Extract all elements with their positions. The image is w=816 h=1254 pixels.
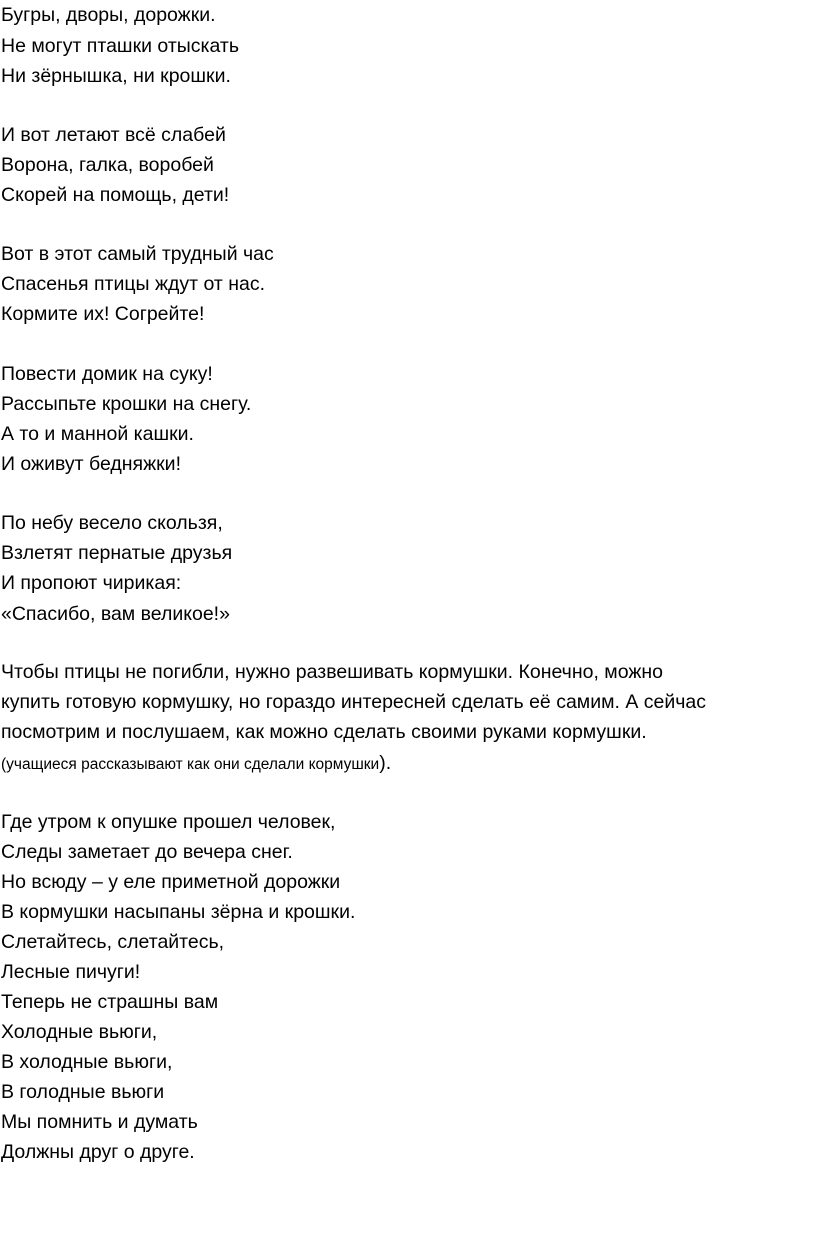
poem-line: Теперь не страшны вам xyxy=(1,991,219,1013)
poem-line: Спасенья птицы ждут от нас. xyxy=(1,273,266,295)
poem-line: Вот в этот самый трудный час xyxy=(1,243,274,265)
poem-line: Рассыпьте крошки на снегу. xyxy=(1,393,252,415)
poem-line: Но всюду – у еле приметной дорожки xyxy=(1,871,341,893)
poem-line: По небу весело скользя, xyxy=(1,512,223,534)
poem-line: Бугры, дворы, дорожки. xyxy=(1,4,216,26)
poem-line: Не могут пташки отыскать xyxy=(1,35,239,57)
poem-line: В голодные вьюги xyxy=(1,1081,165,1103)
poem-line: В холодные вьюги, xyxy=(1,1051,173,1073)
poem-line: Должны друг о друге. xyxy=(1,1141,195,1163)
poem-line: А то и манной кашки. xyxy=(1,423,194,445)
prose-line: купить готовую кормушку, но гораздо интересней сделать её самим. А сейчас xyxy=(1,691,706,713)
poem-line: В кормушки насыпаны зёрна и крошки. xyxy=(1,901,356,923)
prose-note xyxy=(1,750,391,778)
poem-line: Повести домик на суку! xyxy=(1,363,213,385)
poem-line: Где утром к опушке прошел человек, xyxy=(1,811,336,833)
prose-line: посмотрим и послушаем, как можно сделать своими руками кормушки. xyxy=(1,721,647,743)
poem-line: И вот летают всё слабей xyxy=(1,124,226,146)
poem-line: Слетайтесь, слетайтесь, xyxy=(1,931,225,953)
poem-line: Скорей на помощь, дети! xyxy=(1,184,230,206)
poem-line: «Спасибо, вам великое!» xyxy=(1,603,230,625)
poem-line: Ни зёрнышка, ни крошки. xyxy=(1,65,231,87)
poem-line: Мы помнить и думать xyxy=(1,1111,198,1133)
poem-line: И оживут бедняжки! xyxy=(1,453,181,475)
poem-line: И пропоют чирикая: xyxy=(1,572,182,594)
poem-line: Лесные пичуги! xyxy=(1,961,141,983)
prose-note-text: (учащиеся рассказывают как они сделали кормушки xyxy=(1,756,380,773)
prose-line: Чтобы птицы не погибли, нужно развешивать кормушки. Конечно, можно xyxy=(1,661,663,683)
poem-line: Кормите их! Согрейте! xyxy=(1,303,205,325)
poem-line: Взлетят пернатые друзья xyxy=(1,542,233,564)
prose-note-end: ). xyxy=(379,752,392,774)
poem-line: Следы заметает до вечера снег. xyxy=(1,841,293,863)
poem-line: Холодные вьюги, xyxy=(1,1021,158,1043)
poem-line: Ворона, галка, воробей xyxy=(1,154,214,176)
